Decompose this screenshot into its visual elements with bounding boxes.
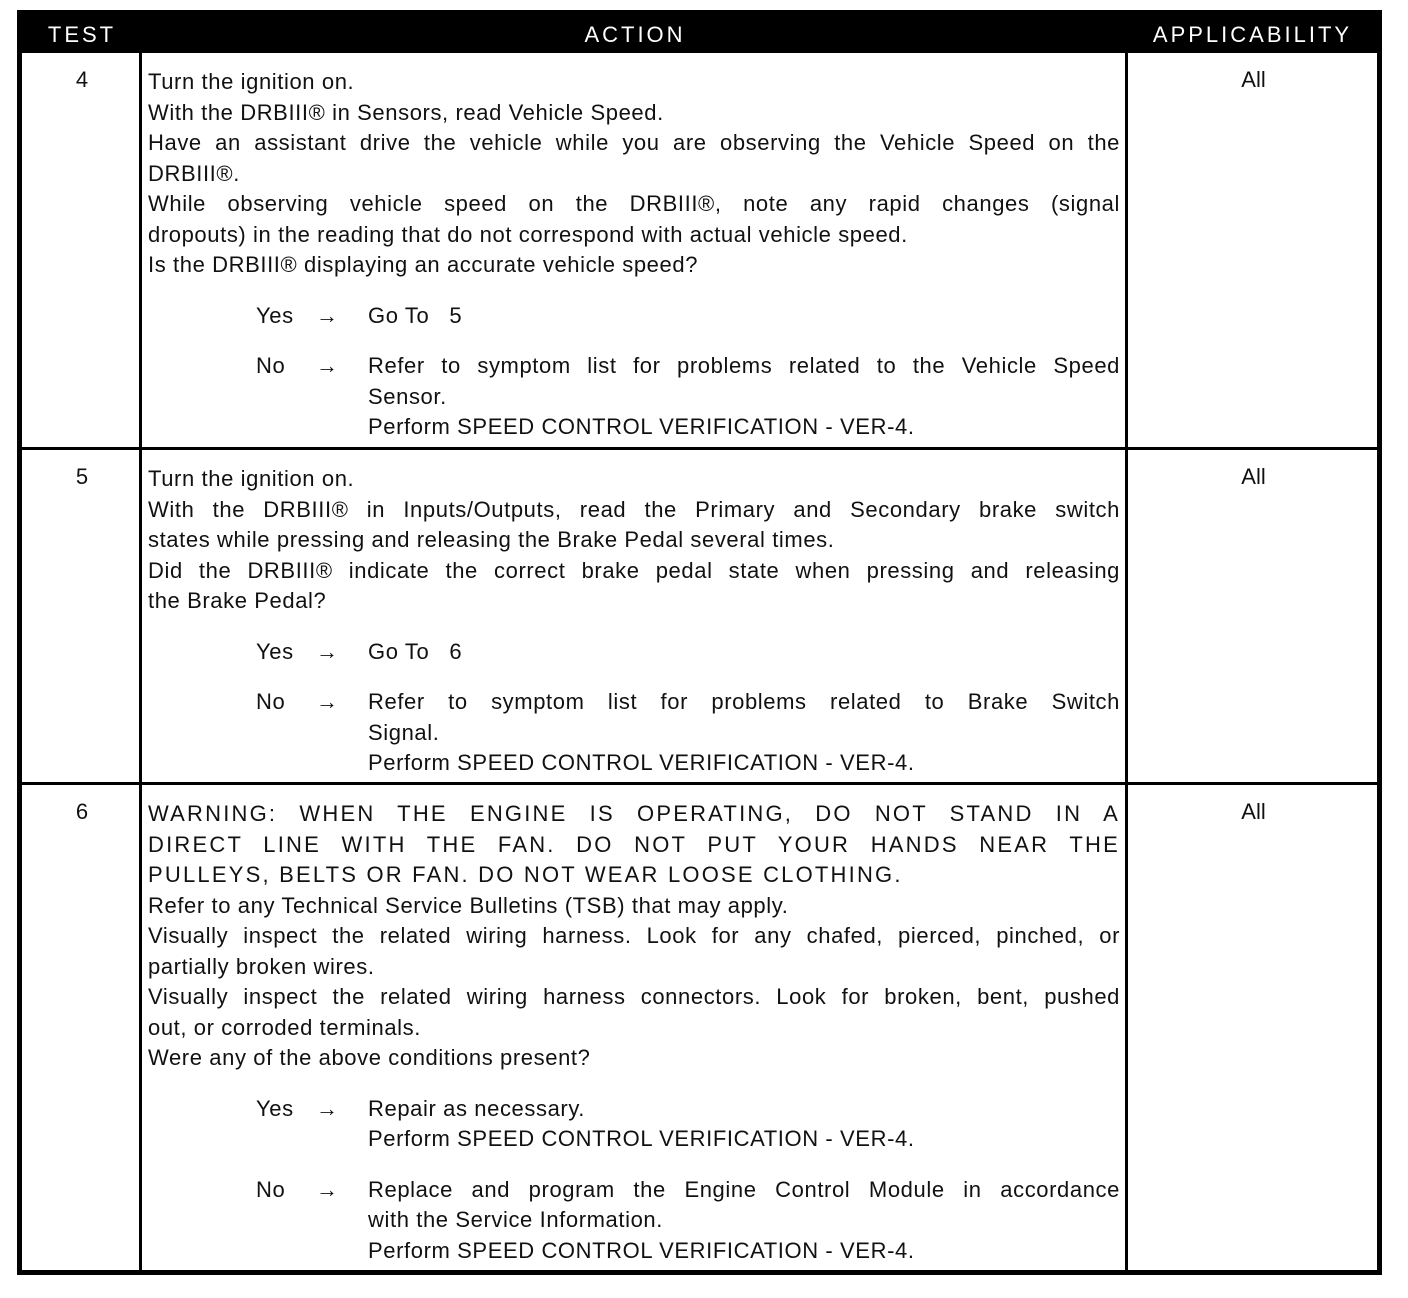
row-divider: [22, 447, 1377, 450]
no-text: Perform SPEED CONTROL VERIFICATION - VER-4.: [368, 750, 915, 775]
no-text: Perform SPEED CONTROL VERIFICATION - VER-4.: [368, 414, 915, 439]
action-line: Have an assistant drive the vehicle while you are observing the Vehicle Speed on the: [148, 130, 1120, 155]
action-line: With the DRBIII® in Sensors, read Vehicle Speed.: [148, 99, 664, 125]
action-cell: [148, 67, 1120, 443]
warning-line: PULLEYS, BELTS OR FAN. DO NOT WEAR LOOSE CLOTHING.: [148, 862, 903, 887]
arrow-icon: →: [316, 638, 339, 664]
action-line: Did the DRBIII® indicate the correct brake pedal state when pressing and releasing: [148, 557, 1120, 583]
arrow-icon: →: [316, 353, 339, 378]
test-number: 4: [75, 67, 89, 92]
warning-line: DIRECT LINE WITH THE FAN. DO NOT PUT YOUR HANDS NEAR THE: [148, 831, 1120, 857]
action-line: out, or corroded terminals.: [148, 1014, 421, 1040]
yes-text: Go To 5: [368, 302, 463, 328]
applicability: All: [1241, 67, 1266, 92]
table-header: [22, 15, 1377, 53]
yes-option: [148, 301, 1120, 332]
yes-option: [148, 1094, 1120, 1155]
header-applicability: APPLICABILITY: [1152, 22, 1353, 47]
yes-option: [148, 637, 1120, 668]
action-line: partially broken wires.: [148, 953, 375, 979]
action-line: Visually inspect the related wiring harness. Look for any chafed, pierced, pinched, or: [148, 923, 1120, 948]
test-number: 5: [75, 464, 89, 489]
yes-label: Yes: [256, 1095, 294, 1121]
header-test: TEST: [47, 22, 117, 47]
yes-label: Yes: [256, 638, 294, 664]
no-option: [148, 351, 1120, 443]
no-option: [148, 1175, 1120, 1267]
action-line: Is the DRBIII® displaying an accurate vehicle speed?: [148, 252, 699, 277]
action-line: DRBIII®.: [148, 160, 240, 186]
column-divider: [139, 53, 142, 1270]
action-line: Refer to any Technical Service Bulletins (TSB) that may apply.: [148, 892, 789, 918]
yes-text: Perform SPEED CONTROL VERIFICATION - VER-4.: [368, 1126, 915, 1151]
no-option: [148, 687, 1120, 779]
warning-line: WARNING: WHEN THE ENGINE IS OPERATING, DO NOT STAND IN A: [148, 801, 1120, 826]
no-text: Signal.: [368, 719, 440, 745]
no-text: Replace and program the Engine Control Module in accordance: [368, 1176, 1120, 1202]
diagnostic-table: [17, 10, 1382, 1275]
no-text: Sensor.: [368, 383, 447, 409]
arrow-icon: →: [316, 689, 339, 714]
arrow-icon: →: [316, 302, 339, 328]
action-line: Turn the ignition on.: [148, 69, 355, 94]
no-label: No: [256, 689, 286, 714]
action-line: Visually inspect the related wiring harness connectors. Look for broken, bent, pushed: [148, 984, 1120, 1009]
arrow-icon: →: [316, 1095, 339, 1121]
arrow-icon: →: [316, 1176, 339, 1202]
action-line: Were any of the above conditions present?: [148, 1045, 591, 1070]
action-cell: [148, 799, 1120, 1266]
action-line: the Brake Pedal?: [148, 588, 327, 613]
column-divider: [1125, 53, 1128, 1270]
row-divider: [22, 782, 1377, 785]
action-line: While observing vehicle speed on the DRBIII®, note any rapid changes (signal: [148, 191, 1120, 216]
action-line: Turn the ignition on.: [148, 466, 355, 491]
action-line: dropouts) in the reading that do not correspond with actual vehicle speed.: [148, 221, 908, 247]
no-label: No: [256, 353, 286, 378]
no-label: No: [256, 1176, 286, 1202]
action-cell: [148, 464, 1120, 779]
no-text: Refer to symptom list for problems related to the Vehicle Speed: [368, 353, 1120, 378]
no-text: with the Service Information.: [368, 1207, 663, 1232]
no-text: Perform SPEED CONTROL VERIFICATION - VER-4.: [368, 1237, 915, 1263]
yes-text: Go To 6: [368, 638, 463, 664]
no-text: Refer to symptom list for problems related to Brake Switch: [368, 689, 1120, 714]
applicability: All: [1241, 464, 1266, 489]
header-action: ACTION: [584, 22, 686, 47]
test-number: 6: [75, 799, 89, 824]
action-line: states while pressing and releasing the Brake Pedal several times.: [148, 527, 835, 552]
yes-text: Repair as necessary.: [368, 1095, 586, 1121]
yes-label: Yes: [256, 302, 294, 328]
applicability: All: [1241, 799, 1266, 824]
action-line: With the DRBIII® in Inputs/Outputs, read the Primary and Secondary brake switch: [148, 496, 1120, 522]
